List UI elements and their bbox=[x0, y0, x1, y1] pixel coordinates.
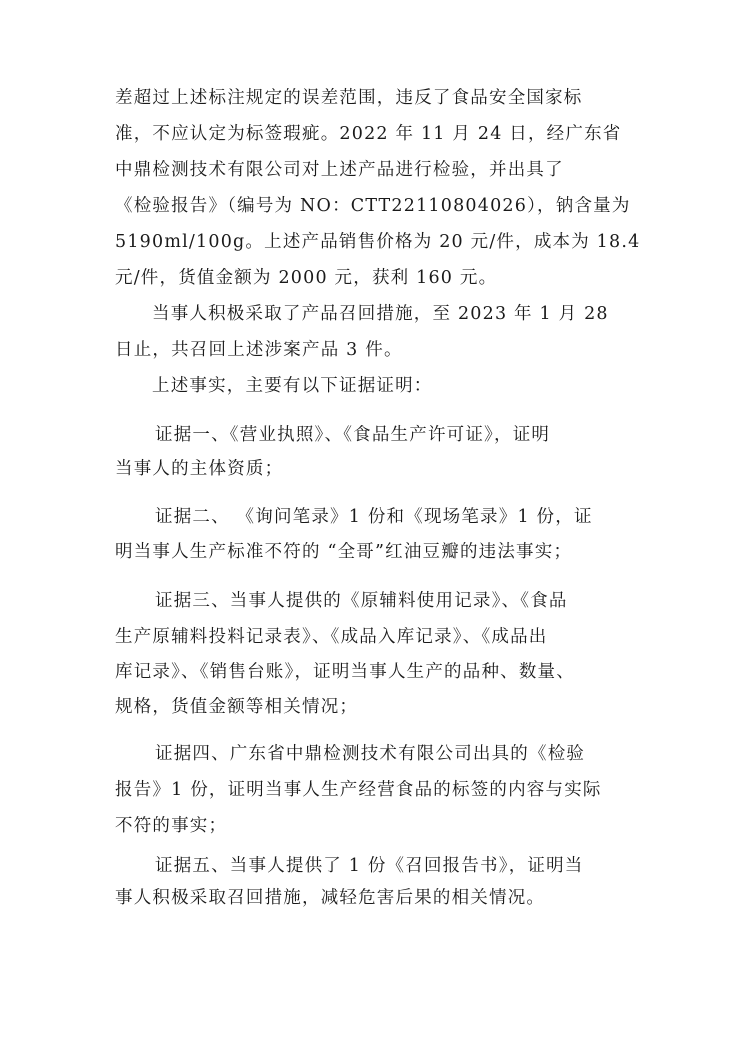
text-line: 证据三、当事人提供的《原辅料使用记录》、《食品 bbox=[155, 591, 568, 611]
text-line: 证据五、当事人提供了 1 份《召回报告书》，证明当 bbox=[155, 856, 584, 876]
text-line: 事人积极采取召回措施，减轻危害后果的相关情况。 bbox=[115, 888, 546, 908]
text-line: 差超过上述标注规定的误差范围，违反了食品安全国家标 bbox=[115, 88, 583, 108]
text-line: 日止，共召回上述涉案产品 3 件。 bbox=[115, 340, 403, 360]
text-line: 库记录》、《销售台账》，证明当事人生产的品种、数量、 bbox=[115, 662, 575, 682]
text-line: 报告》1 份，证明当事人生产经营食品的标签的内容与实际 bbox=[115, 780, 602, 800]
text-line: 证据一、《营业执照》、《食品生产许可证》，证明 bbox=[155, 425, 551, 445]
text-line: 不符的事实； bbox=[115, 816, 228, 836]
text-line: 证据二、 《询问笔录》1 份和《现场笔录》1 份，证 bbox=[155, 507, 593, 527]
text-line: 证据四、广东省中鼎检测技术有限公司出具的《检验 bbox=[155, 744, 586, 764]
text-line: 《检验报告》（编号为 NO：CTT22110804026），钠含量为 bbox=[115, 196, 631, 216]
text-line: 准，不应认定为标签瑕疵。2022 年 11 月 24 日，经广东省 bbox=[115, 124, 622, 144]
text-line: 生产原辅料投料记录表》、《成品入库记录》、《成品出 bbox=[115, 627, 548, 647]
text-line: 规格，货值金额等相关情况； bbox=[115, 697, 359, 717]
text-line: 上述事实，主要有以下证据证明： bbox=[152, 376, 433, 396]
text-line: 当事人积极采取了产品召回措施，至 2023 年 1 月 28 bbox=[152, 304, 609, 324]
text-line: 元/件，货值金额为 2000 元，获利 160 元。 bbox=[115, 268, 498, 288]
text-line: 中鼎检测技术有限公司对上述产品进行检验，并出具了 bbox=[115, 160, 564, 180]
text-line: 5190ml/100g。上述产品销售价格为 20 元/件，成本为 18.4 bbox=[115, 232, 641, 252]
text-line: 当事人的主体资质； bbox=[115, 459, 284, 479]
text-line: 明当事人生产标准不符的 “全哥”红油豆瓣的违法事实； bbox=[115, 542, 573, 562]
